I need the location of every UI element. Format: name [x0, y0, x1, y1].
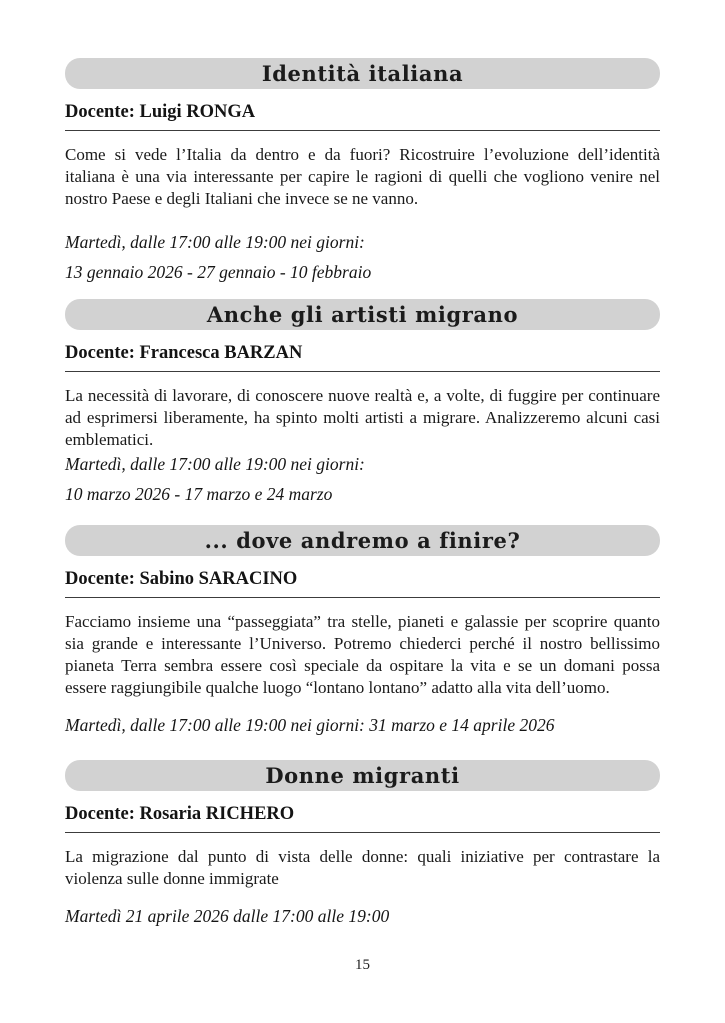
page-number: 15 — [355, 957, 370, 973]
schedule-line: Martedì, dalle 17:00 alle 19:00 nei giorni: — [65, 454, 365, 474]
section-title-banner — [65, 299, 660, 330]
section-title-banner — [65, 525, 660, 556]
divider-rule — [65, 371, 660, 372]
section-title: Donne migranti — [265, 763, 460, 788]
docente-line: Docente: Sabino SARACINO — [65, 569, 298, 589]
section-title: Anche gli artisti migrano — [206, 302, 519, 327]
course-description: Facciamo insieme una “passeggiata” tra stelle, pianeti e galassie per scoprire quanto sia grande e interessante l’Universo. Potremo chiederci perché il nostro bellissimo pianeta Terra sembra essere così speciale da ospitare la vita e se un domani possa essere raggiungibile qualche luogo “lontano lontano” adatto alla vita dell’uomo. — [65, 612, 660, 697]
section-title: Identità italiana — [261, 61, 464, 86]
schedule-dates: 13 gennaio 2026 - 27 gennaio - 10 febbraio — [65, 262, 372, 282]
course-description: La migrazione dal punto di vista delle donne: quali iniziative per contrastare la violenza sulle donne immigrate — [65, 847, 660, 888]
course-description: Come si vede l’Italia da dentro e da fuori? Ricostruire l’evoluzione dell’identità italiana è una via interessante per capire le ragioni di quelli che vogliono venire nel nostro Paese e degli Italiani che invece se ne vanno. — [65, 145, 660, 208]
section-title-banner — [65, 58, 660, 89]
schedule-line: Martedì, dalle 17:00 alle 19:00 nei giorni: 31 marzo e 14 aprile 2026 — [65, 715, 555, 735]
divider-rule — [65, 832, 660, 833]
docente-line: Docente: Francesca BARZAN — [65, 343, 303, 363]
divider-rule — [65, 130, 660, 131]
course-section-artisti-migrano — [65, 299, 660, 505]
course-section-donne-migranti — [65, 760, 660, 927]
course-section-identita-italiana — [65, 58, 660, 283]
section-title: ... dove andremo a finire? — [204, 528, 521, 553]
section-title-banner — [65, 760, 660, 791]
schedule-line: Martedì, dalle 17:00 alle 19:00 nei giorni: — [65, 232, 365, 252]
divider-rule — [65, 597, 660, 598]
course-description: La necessità di lavorare, di conoscere nuove realtà e, a volte, di fuggire per continuare ad esprimersi liberamente, ha spinto molti artisti a migrare. Analizzeremo alcuni casi emblematici. — [65, 386, 660, 449]
course-section-dove-andremo — [65, 525, 660, 736]
schedule-line: Martedì 21 aprile 2026 dalle 17:00 alle 19:00 — [65, 906, 390, 926]
schedule-dates: 10 marzo 2026 - 17 marzo e 24 marzo — [65, 484, 333, 504]
docente-line: Docente: Luigi RONGA — [65, 102, 256, 122]
docente-line: Docente: Rosaria RICHERO — [65, 804, 295, 824]
